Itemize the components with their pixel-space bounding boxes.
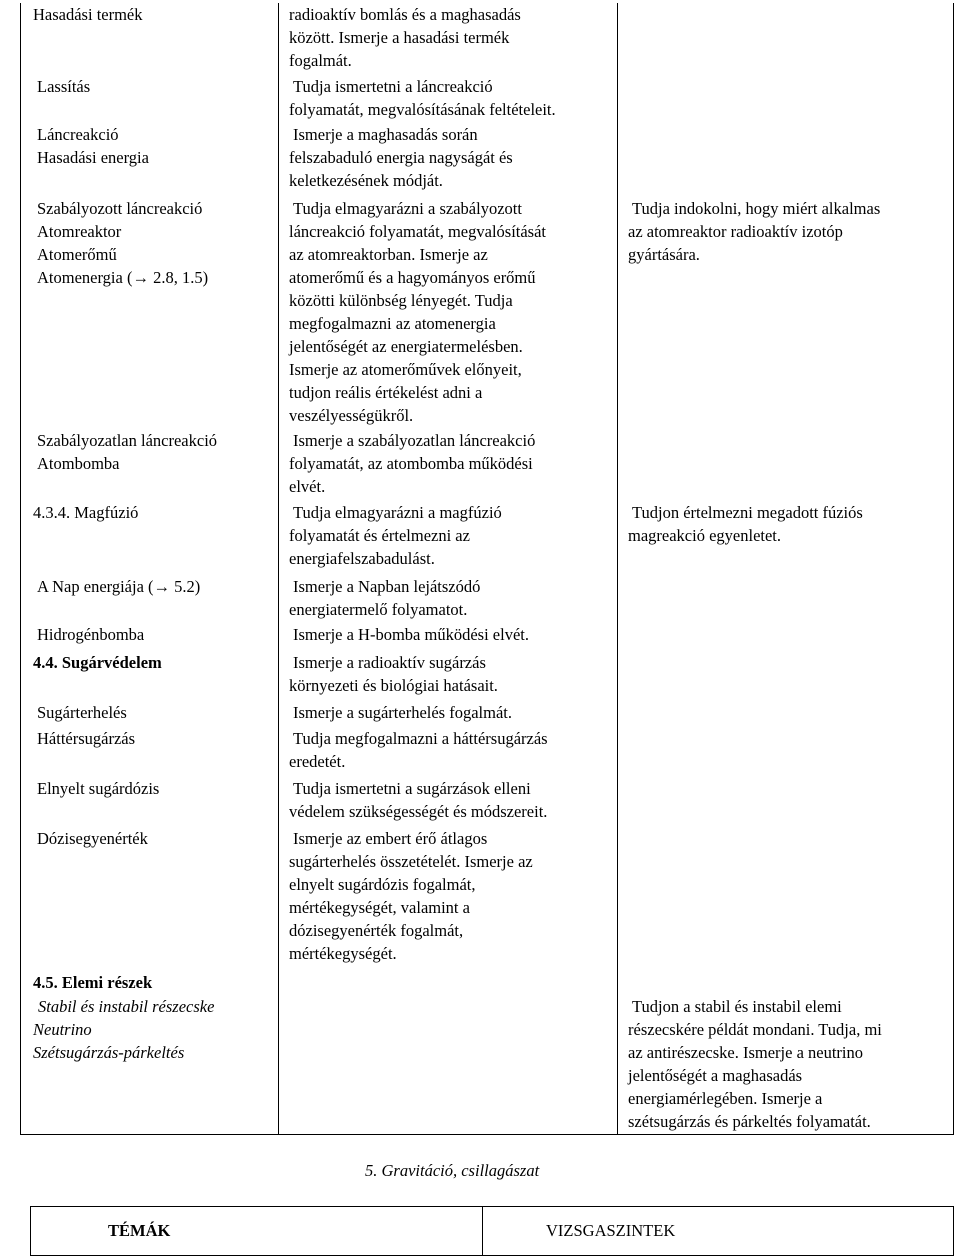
topic-line: Atomenergia (→ 2.8, 1.5) [37, 268, 209, 287]
mid-requirement-line: energiafelszabadulást. [289, 549, 435, 568]
mid-requirement-line: eredetét. [289, 752, 346, 771]
mid-requirement-line: Ismerje a szabályozatlan láncreakció [293, 431, 536, 450]
mid-requirement-line: Ismerje a maghasadás során [293, 125, 478, 144]
topic-line: Hasadási energia [37, 148, 149, 167]
topic-line: 4.3.4. Magfúzió [33, 503, 139, 522]
topic-line: Láncreakció [37, 125, 119, 144]
mid-requirement-line: radioaktív bomlás és a maghasadás [289, 5, 521, 24]
mid-requirement-line: folyamatát, az atombomba működési [289, 454, 533, 473]
mid-requirement-line: keletkezésének módját. [289, 171, 443, 190]
mid-requirement-line: között. Ismerje a hasadási termék [289, 28, 510, 47]
mid-requirement-line: megfogalmazni az atomenergia [289, 314, 496, 333]
mid-requirement-line: Tudja ismertetni a láncreakció [293, 77, 493, 96]
section-title: 4.4. Sugárvédelem [33, 653, 162, 672]
high-requirement-line: az antirészecske. Ismerje a neutrino [628, 1043, 864, 1062]
topic-line: Atomreaktor [37, 222, 122, 241]
mid-requirement-line: Tudja elmagyarázni a magfúzió [293, 503, 502, 522]
mid-requirement-line: elvét. [289, 477, 326, 496]
mid-requirement-line: veszélyességükről. [289, 406, 414, 425]
mid-requirement-line: környezeti és biológiai hatásait. [289, 676, 498, 695]
high-requirement-line: magreakció egyenletet. [628, 526, 782, 545]
high-requirement-line: szétsugárzás és párkeltés folyamatát. [628, 1112, 871, 1131]
high-requirement-line: az atomreaktor radioaktív izotóp [628, 222, 843, 241]
mid-requirement-line: közötti különbség lényegét. Tudja [289, 291, 513, 310]
mid-requirement-line: védelem szükségességét és módszereit. [289, 802, 548, 821]
topic-line: Dózisegyenérték [37, 829, 148, 848]
topic-line: Lassítás [37, 77, 91, 96]
section-heading: 5. Gravitáció, csillagászat [365, 1161, 540, 1180]
mid-requirement-line: dózisegyenérték fogalmát, [289, 921, 464, 940]
mid-requirement-line: mértékegységét, valamint a [289, 898, 470, 917]
high-requirement-line: energiamérlegében. Ismerje a [628, 1089, 823, 1108]
topic-line: Szétsugárzás-párkeltés [33, 1043, 185, 1062]
high-requirement-line: jelentőségét a maghasadás [628, 1066, 803, 1085]
high-requirement-line: Tudja indokolni, hogy miért alkalmas [632, 199, 881, 218]
topic-line: Háttérsugárzás [37, 729, 136, 748]
mid-requirement-line: Ismerje az atomerőművek előnyeit, [289, 360, 522, 379]
header-topics: TÉMÁK [108, 1221, 171, 1240]
high-requirement-line: Tudjon a stabil és instabil elemi [632, 997, 842, 1016]
mid-requirement-line: Tudja ismertetni a sugárzások elleni [293, 779, 531, 798]
topic-line: Sugárterhelés [37, 703, 127, 722]
topic-line: Stabil és instabil részecske [38, 997, 215, 1016]
mid-requirement-line: Ismerje a radioaktív sugárzás [293, 653, 486, 672]
column-divider-2 [617, 3, 618, 1135]
topic-line: Szabályozott láncreakció [37, 199, 203, 218]
mid-requirement-line: folyamatát és értelmezni az [289, 526, 470, 545]
section-title: 4.5. Elemi részek [33, 973, 153, 992]
mid-requirement-line: Tudja elmagyarázni a szabályozott [293, 199, 522, 218]
topic-line: Atomerőmű [37, 245, 117, 264]
mid-requirement-line: Ismerje a Napban lejátszódó [293, 577, 481, 596]
header-row-divider [482, 1206, 483, 1256]
content-table [20, 3, 954, 1135]
mid-requirement-line: tudjon reális értékelést adni a [289, 383, 483, 402]
topic-line: Szabályozatlan láncreakció [37, 431, 218, 450]
topic-line: Neutrino [33, 1020, 92, 1039]
high-requirement-line: Tudjon értelmezni megadott fúziós [632, 503, 863, 522]
mid-requirement-line: felszabaduló energia nagyságát és [289, 148, 513, 167]
mid-requirement-line: jelentőségét az energiatermelésben. [289, 337, 523, 356]
high-requirement-line: gyártására. [628, 245, 700, 264]
mid-requirement-line: Ismerje a H-bomba működési elvét. [293, 625, 529, 644]
mid-requirement-line: atomerőmű és a hagyományos erőmű [289, 268, 536, 287]
mid-requirement-line: Tudja megfogalmazni a háttérsugárzás [293, 729, 548, 748]
topic-line: Elnyelt sugárdózis [37, 779, 160, 798]
mid-requirement-line: láncreakció folyamatát, megvalósítását [289, 222, 547, 241]
topic-line: A Nap energiája (→ 5.2) [37, 577, 201, 596]
column-divider-1 [278, 3, 279, 1135]
mid-requirement-line: folyamatát, megvalósításának feltételeit. [289, 100, 556, 119]
topic-line: Hidrogénbomba [37, 625, 145, 644]
mid-requirement-line: sugárterhelés összetételét. Ismerje az [289, 852, 533, 871]
mid-requirement-line: Ismerje a sugárterhelés fogalmát. [293, 703, 512, 722]
mid-requirement-line: fogalmát. [289, 51, 352, 70]
mid-requirement-line: elnyelt sugárdózis fogalmát, [289, 875, 476, 894]
topic-line: Atombomba [37, 454, 120, 473]
mid-requirement-line: mértékegységét. [289, 944, 397, 963]
header-levels: VIZSGASZINTEK [546, 1221, 676, 1240]
topic-line: Hasadási termék [33, 5, 143, 24]
mid-requirement-line: Ismerje az embert érő átlagos [293, 829, 488, 848]
mid-requirement-line: energiatermelő folyamatot. [289, 600, 468, 619]
mid-requirement-line: az atomreaktorban. Ismerje az [289, 245, 488, 264]
high-requirement-line: részecskére példát mondani. Tudja, mi [628, 1020, 882, 1039]
